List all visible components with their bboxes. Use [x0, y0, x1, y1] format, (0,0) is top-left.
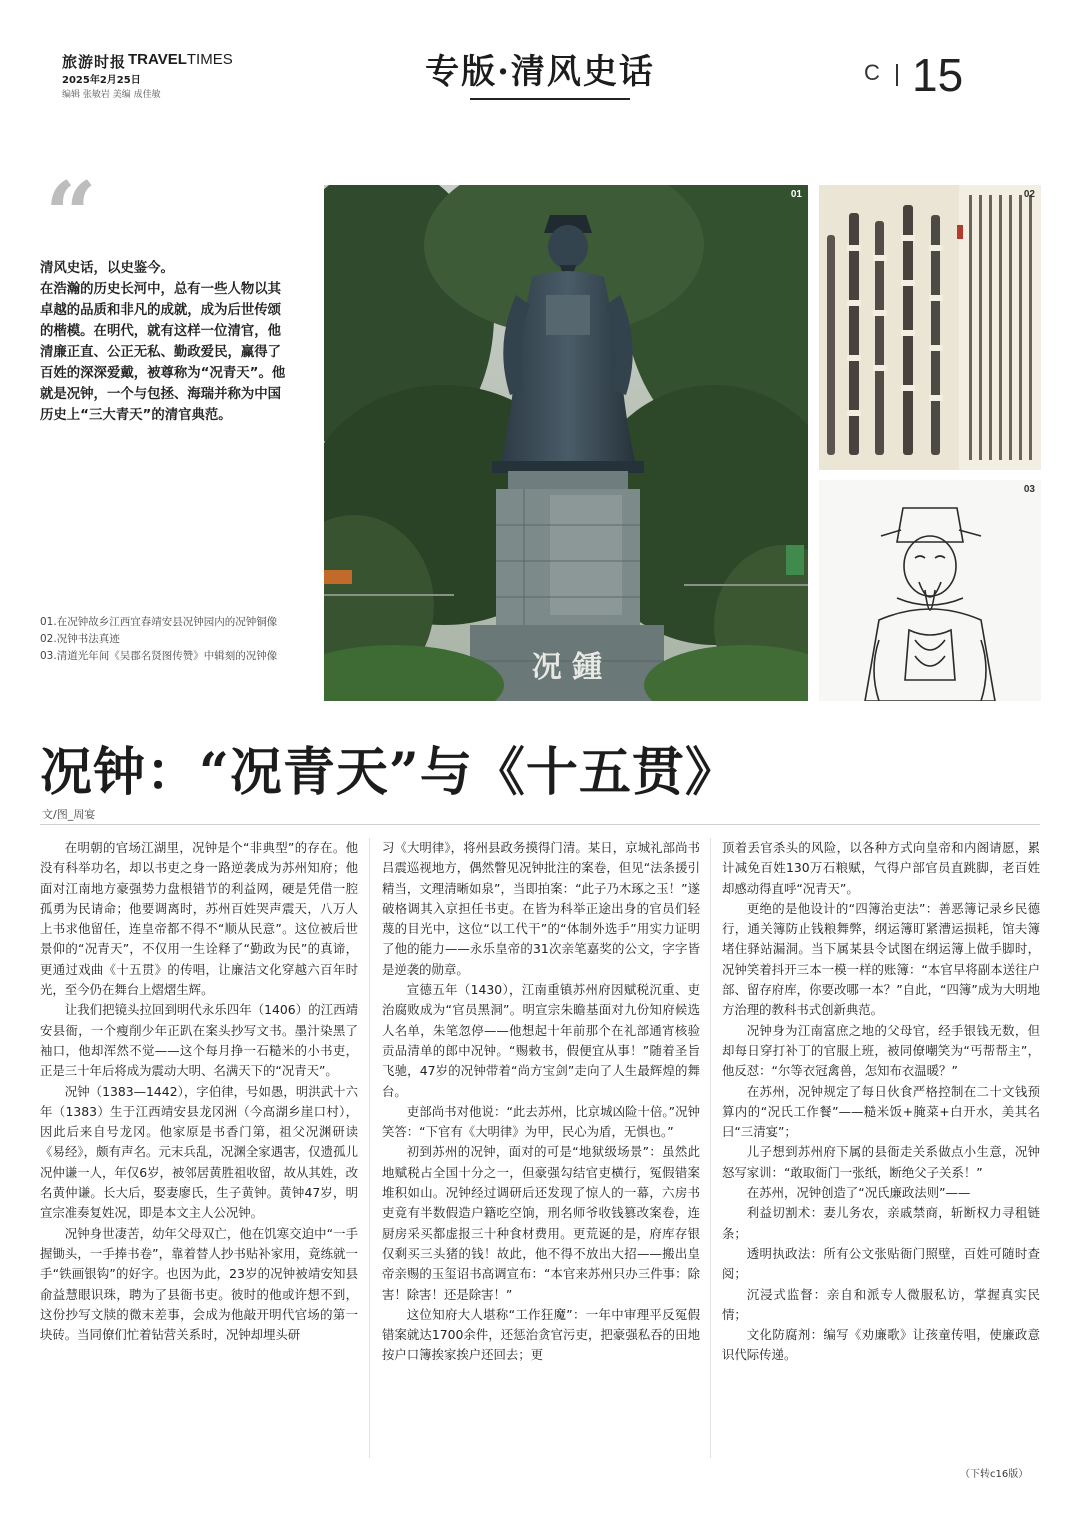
section-title: 专版·清风史话 [425, 52, 655, 92]
caption-item: 02.况钟书法真迹 [40, 633, 120, 645]
brand-en-light: TIMES [186, 51, 233, 68]
publication-date: 2025年2月25日 [62, 75, 141, 86]
photo-tag-01: 01 [790, 189, 802, 200]
paragraph: 更绝的是他设计的“四簿治吏法”：善恶簿记录乡民德行，通关簿防止钱粮舞弊，纲运簿盯紧漕运损耗，馆夫簿堵住驿站漏洞。当下属某县令试图在纲运簿上做手脚时，况钟笑着抖开三本一模一样的账簿：“本官早将副本送往户部、留存府库，你要改哪一本？”自此，“四簿”成为大明地方治理的教科书式创新典范。 [722, 900, 1040, 1018]
intro-text [40, 258, 290, 426]
article-column-2 [382, 838, 700, 1366]
article-byline: 文/图_周宴 [42, 808, 96, 821]
photo-calligraphy [819, 185, 1041, 470]
article-column-3 [722, 838, 1040, 1366]
pedestal-inscription: 况 鍾 [531, 650, 603, 685]
intro-line: 清风史话，以史鉴今。 [40, 261, 174, 276]
statue-illustration [324, 185, 808, 701]
newspaper-brand-en [128, 51, 233, 68]
paragraph: 习《大明律》，将州县政务摸得门清。某日，京城礼部尚书吕震巡视地方，偶然瞥见况钟批注的案卷，但见“法条援引精当，文理清晰如泉”，当即拍案：“此子乃木琢之玉！”遂破格调其入京担任书吏。在皆为科举正途出身的官员们轻蔑的目光中，这位“以工代干”的“体制外选手”用实力证明了他的能力——永乐皇帝的31次亲笔嘉奖的公文，字字皆是逆袭的勋章。 [382, 840, 700, 977]
column-divider [710, 838, 711, 1458]
paragraph: 儿子想到苏州府下属的县衙走关系做点小生意，况钟怒写家训：“敢取衙门一张纸，断绝父子关系！” [722, 1144, 1040, 1180]
paragraph: 利益切割术：妻儿务农，亲戚禁商，斩断权力寻租链条； [722, 1205, 1040, 1241]
paragraph: 沉浸式监督：亲自和派专人微服私访，掌握真实民情； [722, 1286, 1040, 1322]
paragraph: 初到苏州的况钟，面对的可是“地狱级场景”：虽然此地赋税占全国十分之一，但豪强勾结官吏横行，冤假错案堆积如山。况钟经过调研后还发现了惊人的一幕，六房书吏竟有半数假造户籍吃空饷，刑名师爷收钱篡改案卷，连厨房采买都虚报三十种食材费用。更荒诞的是，府库存银仅剩买三头猪的钱！故此，他不得不放出大招——搬出皇帝亲赐的玉玺诏书高调宣布：“本官来苏州只办三件事：除害！除害！还是除害！” [382, 1144, 700, 1302]
photo-captions [40, 614, 302, 665]
paragraph: 况钟身为江南富庶之地的父母官，经手银钱无数，但却每日穿打补丁的官服上班，被同僚嘲笑为“丐帮帮主”，他反怼：“尔等衣冠禽兽，怎知布衣温暖？” [722, 1022, 1040, 1079]
article-headline: 况钟：“况青天”与《十五贯》 [40, 742, 738, 803]
editors-credit: 编辑 张敏岩 美编 成佳敏 [62, 90, 161, 100]
paragraph: 吏部尚书对他说：“此去苏州，比京城凶险十倍。”况钟笑答：“下官有《大明律》为甲，民心为盾，无惧也。” [382, 1103, 700, 1140]
paragraph: 这位知府大人堪称“工作狂魔”：一年中审理平反冤假错案就达1700余件，还惩治贪官污吏，把豪强私吞的田地按户口簿挨家挨户还回去；更 [382, 1306, 700, 1363]
calligraphy-illustration [819, 185, 1041, 470]
paragraph: 况钟（1383—1442），字伯律，号如愚，明洪武十六年（1383）生于江西靖安县龙冈洲（今高湖乡崖口村），因此后来自号龙冈。他家原是书香门第，祖父况渊研读《易经》，颇有声名。元末兵乱，况渊全家遇害，仅遗孤儿况仲谦一人，年仅6岁，被邻居黄胜祖收留，故从其姓，改名黄仲谦。长大后，娶妻廖氏，生子黄钟。黄钟47岁，明宣宗准奏复姓况，即是本文主人公况钟。 [40, 1083, 358, 1221]
continue-note: （下转c16版） [960, 1469, 1029, 1480]
newspaper-brand-cn: 旅游时报 [62, 53, 127, 71]
caption-item: 01.在况钟故乡江西宜春靖安县况钟园内的况钟铜像 [40, 616, 278, 628]
headline-divider [40, 824, 1040, 825]
intro-line: 在浩瀚的历史长河中，总有一些人物以其卓越的品质和非凡的成就，成为后世传颂的楷模。在明代，就有这样一位清官，他清廉正直、公正无私、勤政爱民，赢得了百姓的深深爱戴，被尊称为“况青天”。他就是况钟，一个与包拯、海瑞并称为中国历史上“三大青天”的清官典范。 [40, 282, 286, 423]
paragraph: 顶着丢官杀头的风险，以各种方式向皇帝和内阁请愿，累计减免百姓130万石粮赋，气得户部官员直跳脚，老百姓却感动得直呼“况青天”。 [722, 840, 1040, 896]
paragraph: 宣德五年（1430），江南重镇苏州府因赋税沉重、吏治腐败成为“官员黑洞”。明宣宗朱瞻基面对九份知府候选人名单，朱笔忽停——他想起十年前那个在礼部通宵核验贡品清单的郎中况钟。“赐敕书，假便宜从事！”随着圣旨飞驰，47岁的况钟带着“尚方宝剑”走向了人生最辉煌的舞台。 [382, 982, 700, 1099]
photo-statue [324, 185, 808, 701]
photo-engraved-portrait [819, 480, 1041, 701]
paragraph: 在苏州，况钟创造了“况氏廉政法则”—— [746, 1185, 971, 1201]
photo-tag-02: 02 [1023, 189, 1035, 200]
portrait-illustration [819, 480, 1041, 701]
paragraph: 况钟身世凄苦，幼年父母双亡，他在饥寒交迫中“一手握锄头，一手捧书卷”，靠着替人抄书贴补家用，竟练就一手“铁画银钩”的好字。也因为此，23岁的况钟被靖安知县俞益慧眼识珠，聘为了县衙书吏。彼时的他或许想不到，这份抄写文牍的微末差事，会成为他敲开明代官场的第一块砖。当同僚们忙着钻营关系时，况钟却埋头研 [40, 1225, 358, 1343]
paragraph: 透明执政法：所有公文张贴衙门照壁，百姓可随时查阅； [722, 1245, 1040, 1282]
page-separator [896, 64, 898, 86]
page-section-label: C [864, 60, 880, 85]
photo-tag-03: 03 [1023, 484, 1035, 495]
caption-item: 03.清道光年间《吴郡名贤图传赞》中辑刻的况钟像 [40, 650, 278, 662]
article-column-1 [40, 838, 358, 1345]
column-divider [369, 838, 370, 1458]
paragraph: 在明朝的官场江湖里，况钟是个“非典型”的存在。他没有科举功名，却以书吏之身一路逆袭成为苏州知府；他面对江南地方豪强势力盘根错节的利益网，硬是凭借一腔孤勇为民请命；他要调离时，苏州百姓哭声震天，八万人上书求他留任，连皇帝都不得不“顺从民意”。这位被后世景仰的“况青天”，不仅用一生诠释了“勤政为民”的真谛，更通过戏曲《十五贯》的传唱，让廉洁文化穿越六百年时光，至今仍在舞台上熠熠生辉。 [40, 840, 358, 998]
page-number: 15 [912, 49, 964, 101]
paragraph: 让我们把镜头拉回到明代永乐四年（1406）的江西靖安县衙，一个瘦削少年正趴在案头抄写文书。墨汁染黑了袖口，他却浑然不觉——这个每月挣一石糙米的小书吏，正是三十年后将成为震动大明、名满天下的“况青天”。 [40, 1002, 358, 1079]
paragraph: 文化防腐剂：编写《劝廉歌》让孩童传唱，使廉政意识代际传递。 [722, 1327, 1040, 1363]
paragraph: 在苏州，况钟规定了每日伙食严格控制在二十文钱预算内的“况氏工作餐”——糙米饭+腌菜+白开水，美其名曰“三清宴”； [722, 1083, 1040, 1140]
section-title-underline [470, 98, 630, 100]
brand-en-bold: TRAVEL [128, 51, 187, 68]
quote-mark-icon: “ [45, 162, 97, 268]
